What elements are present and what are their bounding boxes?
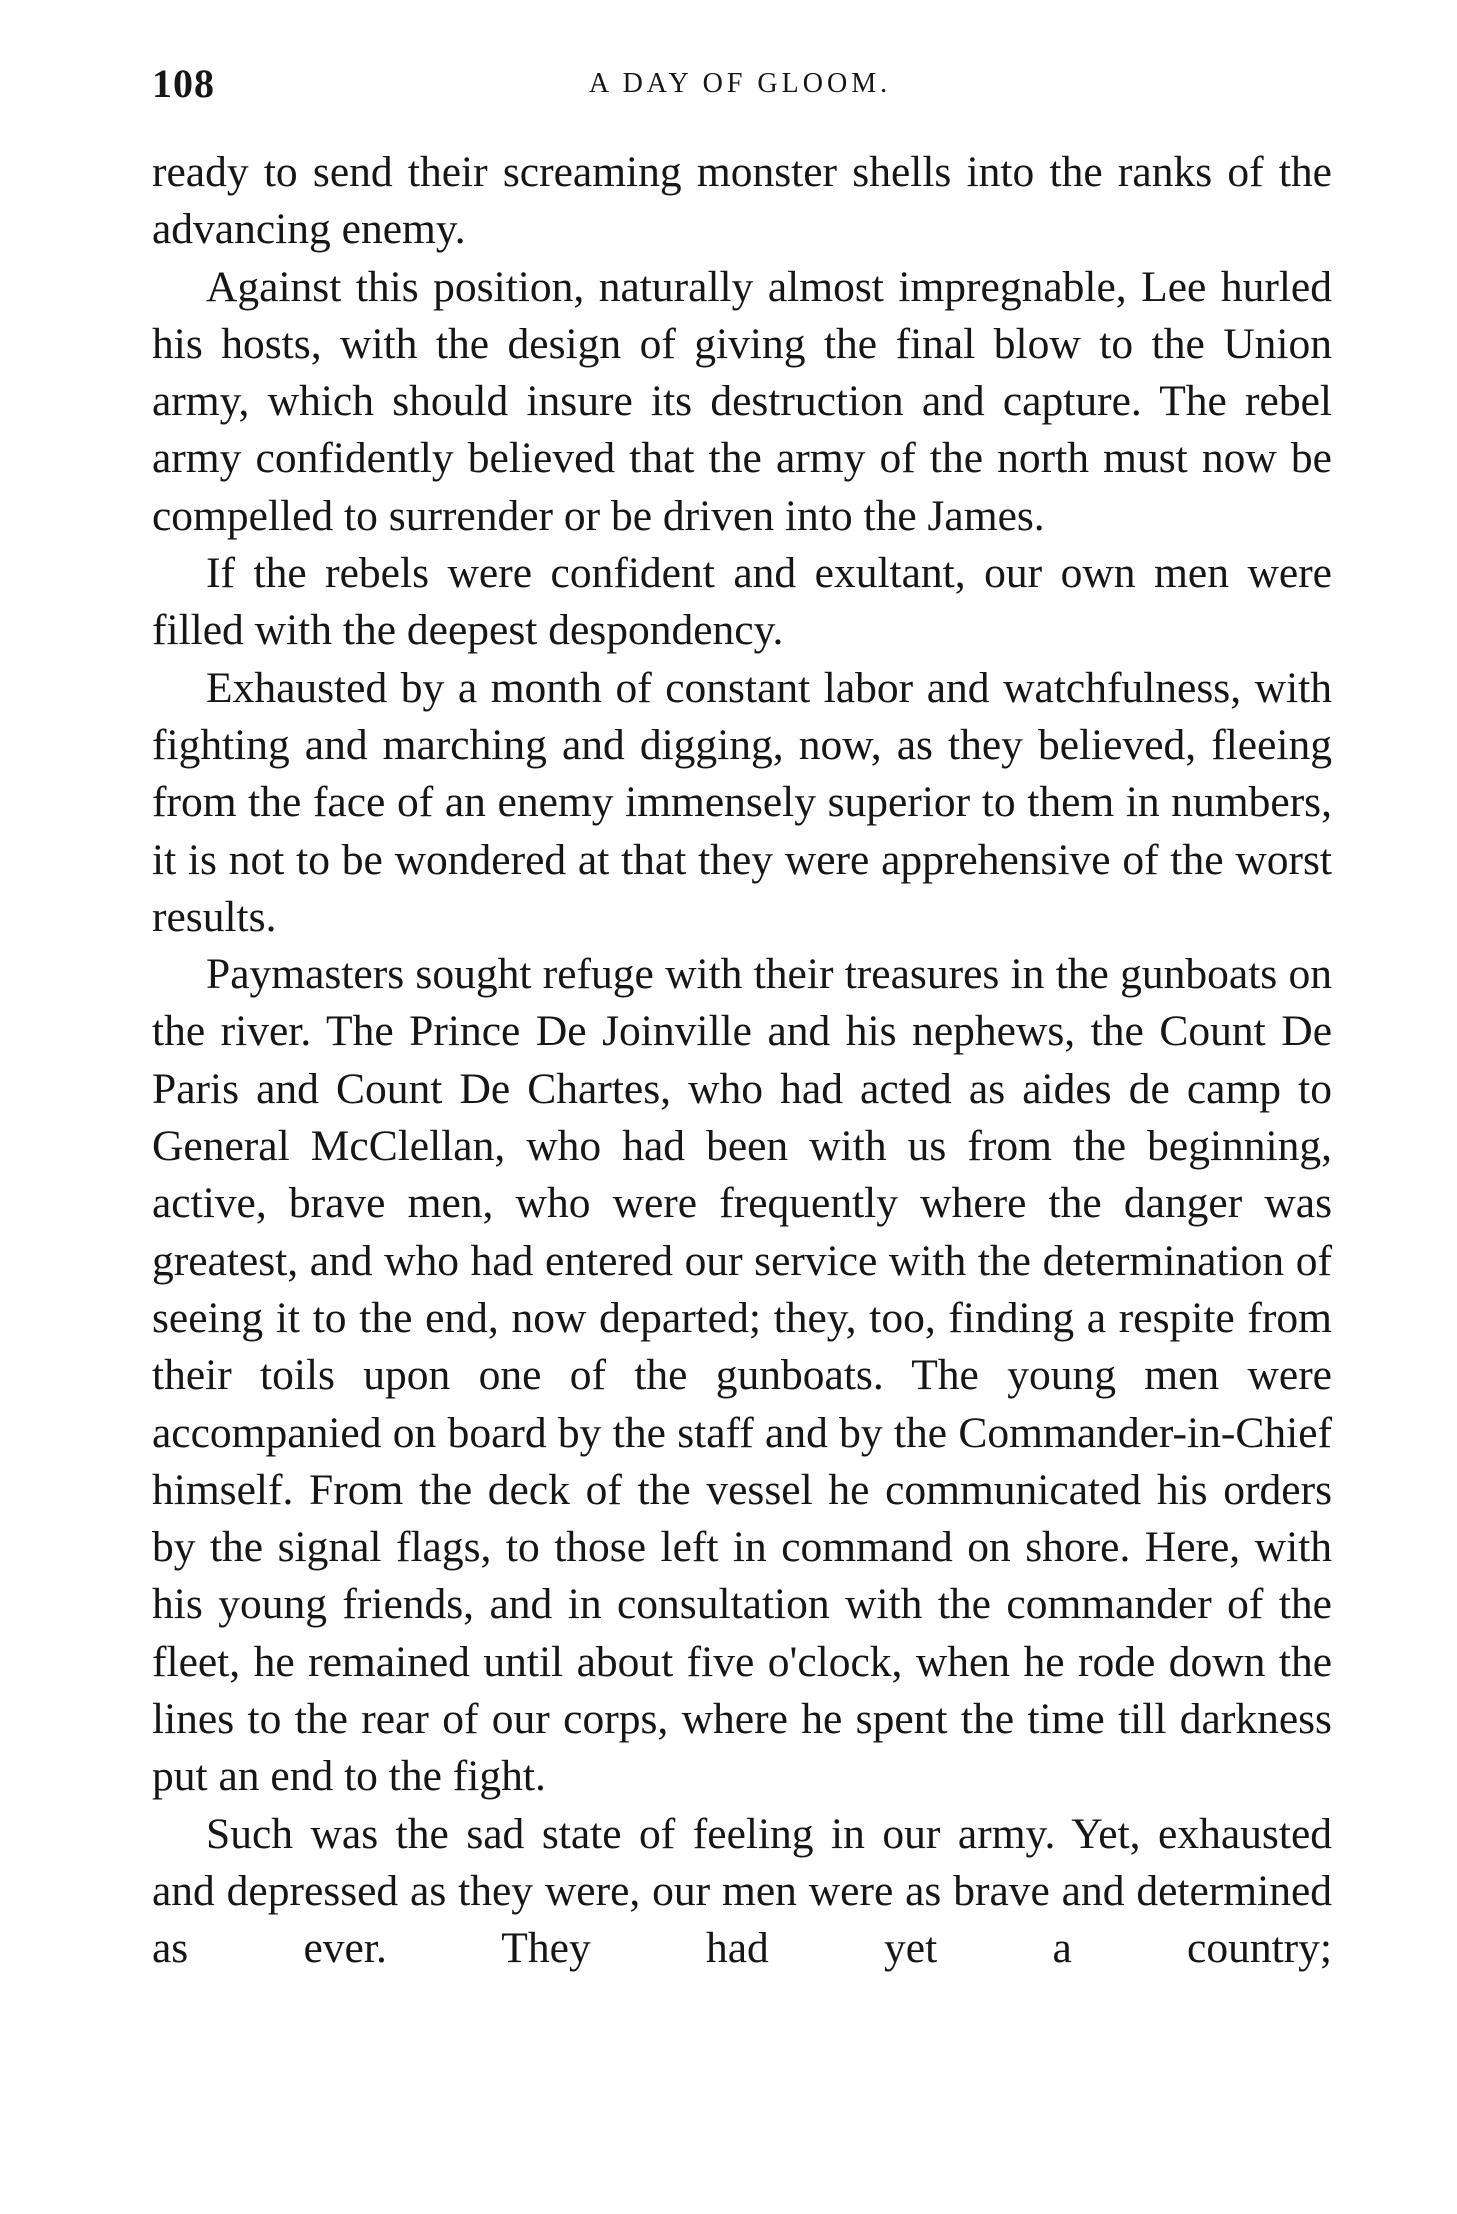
paragraph: Against this position, naturally almost impregnable, Lee hurled his hosts, with the design of giving the final blow to the Union army, which should insure its destruction and capture. The rebel army confidently believed that the army of the north must now be compelled to surrender or be driven into the James. [152,262,1332,540]
running-head: A DAY OF GLOOM. [588,68,892,99]
body-text [152,144,1332,1978]
page-number: 108 [152,61,215,106]
paragraph: Such was the sad state of feeling in our army. Yet, exhausted and depressed as they were, our men were as brave and determined as ever. They had yet a country; [152,1809,1332,1973]
paragraph: Exhausted by a month of constant labor and watchfulness, with fighting and marching and digging, now, as they believed, fleeing from the face of an enemy immensely superior to them in numbers, it is not to be wondered at that they were apprehensive of the worst results. [152,663,1332,941]
page-header [152,60,1328,110]
paragraph: If the rebels were confident and exultant, our own men were filled with the deepest despondency. [152,549,1332,655]
paragraph: Paymasters sought refuge with their treasures in the gunboats on the river. The Prince De Joinville and his nephews, the Count De Paris and Count De Chartes, who had acted as aides de camp to General McClellan, who had been with us from the beginning, active, brave men, who were frequently where the danger was greatest, and who had entered our service with the determination of seeing it to the end, now departed; they, too, finding a respite from their toils upon one of the gunboats. The young men were accompanied on board by the staff and by the Commander-in-Chief himself. From the deck of the vessel he communicated his orders by the signal flags, to those left in command on shore. Here, with his young friends, and in consultation with the commander of the fleet, he remained until about five o'clock, when he rode down the lines to the rear of our corps, where he spent the time till darkness put an end to the fight. [152,950,1332,1801]
paragraph-continuation: ready to send their screaming monster shells into the ranks of the advancing enemy. [152,148,1332,254]
